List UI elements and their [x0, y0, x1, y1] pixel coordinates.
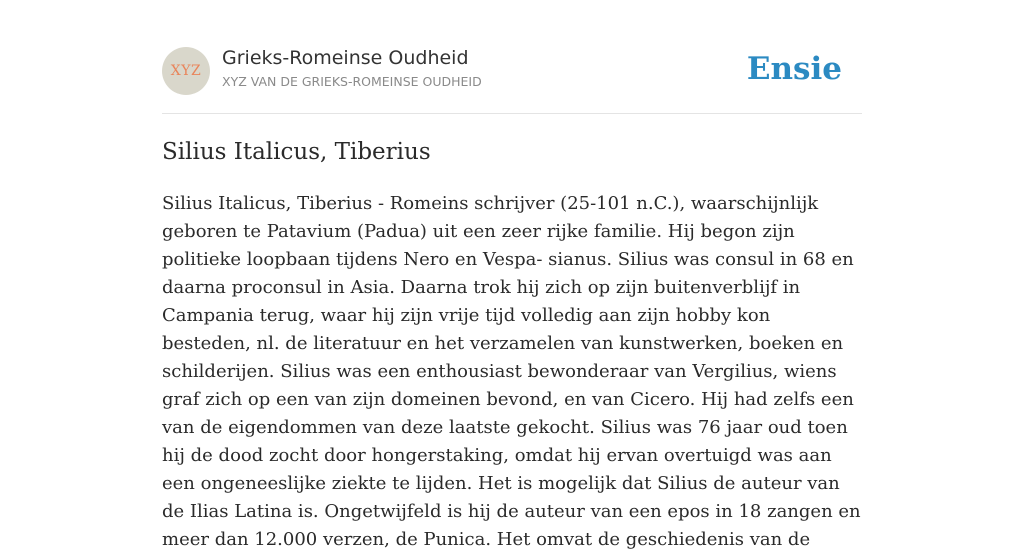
site-subtitle: XYZ VAN DE GRIEKS-ROMEINSE OUDHEID: [222, 74, 482, 89]
site-header: [162, 46, 862, 96]
article-title: Silius Italicus, Tiberius: [162, 139, 431, 165]
site-title[interactable]: Grieks-Romeinse Oudheid: [222, 47, 469, 69]
article-body: Silius Italicus, Tiberius - Romeins schrijver (25-101 n.C.), waarschijnlijk geboren te Patavium (Padua) uit een zeer rijke familie. Hij begon zijn politieke loopbaan tijdens Nero en Vespa- sianus. Silius was consul in 68 en daarna proconsul in Asia. Daarna trok hij zich op zijn buitenverblijf in Campania terug, waar hij zijn vrije tijd volledig aan zijn hobby kon besteden, nl. de literatuur en het verzamelen van kunstwerken, boeken en schilderijen. Silius was een enthousiast bewonderaar van Vergilius, wiens graf zich op een van zijn domeinen bevond, en van Cicero. Hij had zelfs een van de eigendommen van deze laatste gekocht. Silius was 76 jaar oud toen hij de dood zocht door hongerstaking, omdat hij ervan overtuigd was aan een ongeneeslijke ziekte te lijden. Het is mogelijk dat Silius de auteur van de Ilias Latina is. Ongetwijfeld is hij de auteur van een epos in 18 zangen en meer dan 12.000 verzen, de Punica. Het omvat de geschiedenis van de: [162, 193, 861, 550]
avatar[interactable]: [162, 47, 210, 95]
header-divider: [162, 113, 862, 114]
avatar-initials: XYZ: [170, 63, 202, 79]
brand-logo[interactable]: Ensie: [746, 51, 842, 87]
